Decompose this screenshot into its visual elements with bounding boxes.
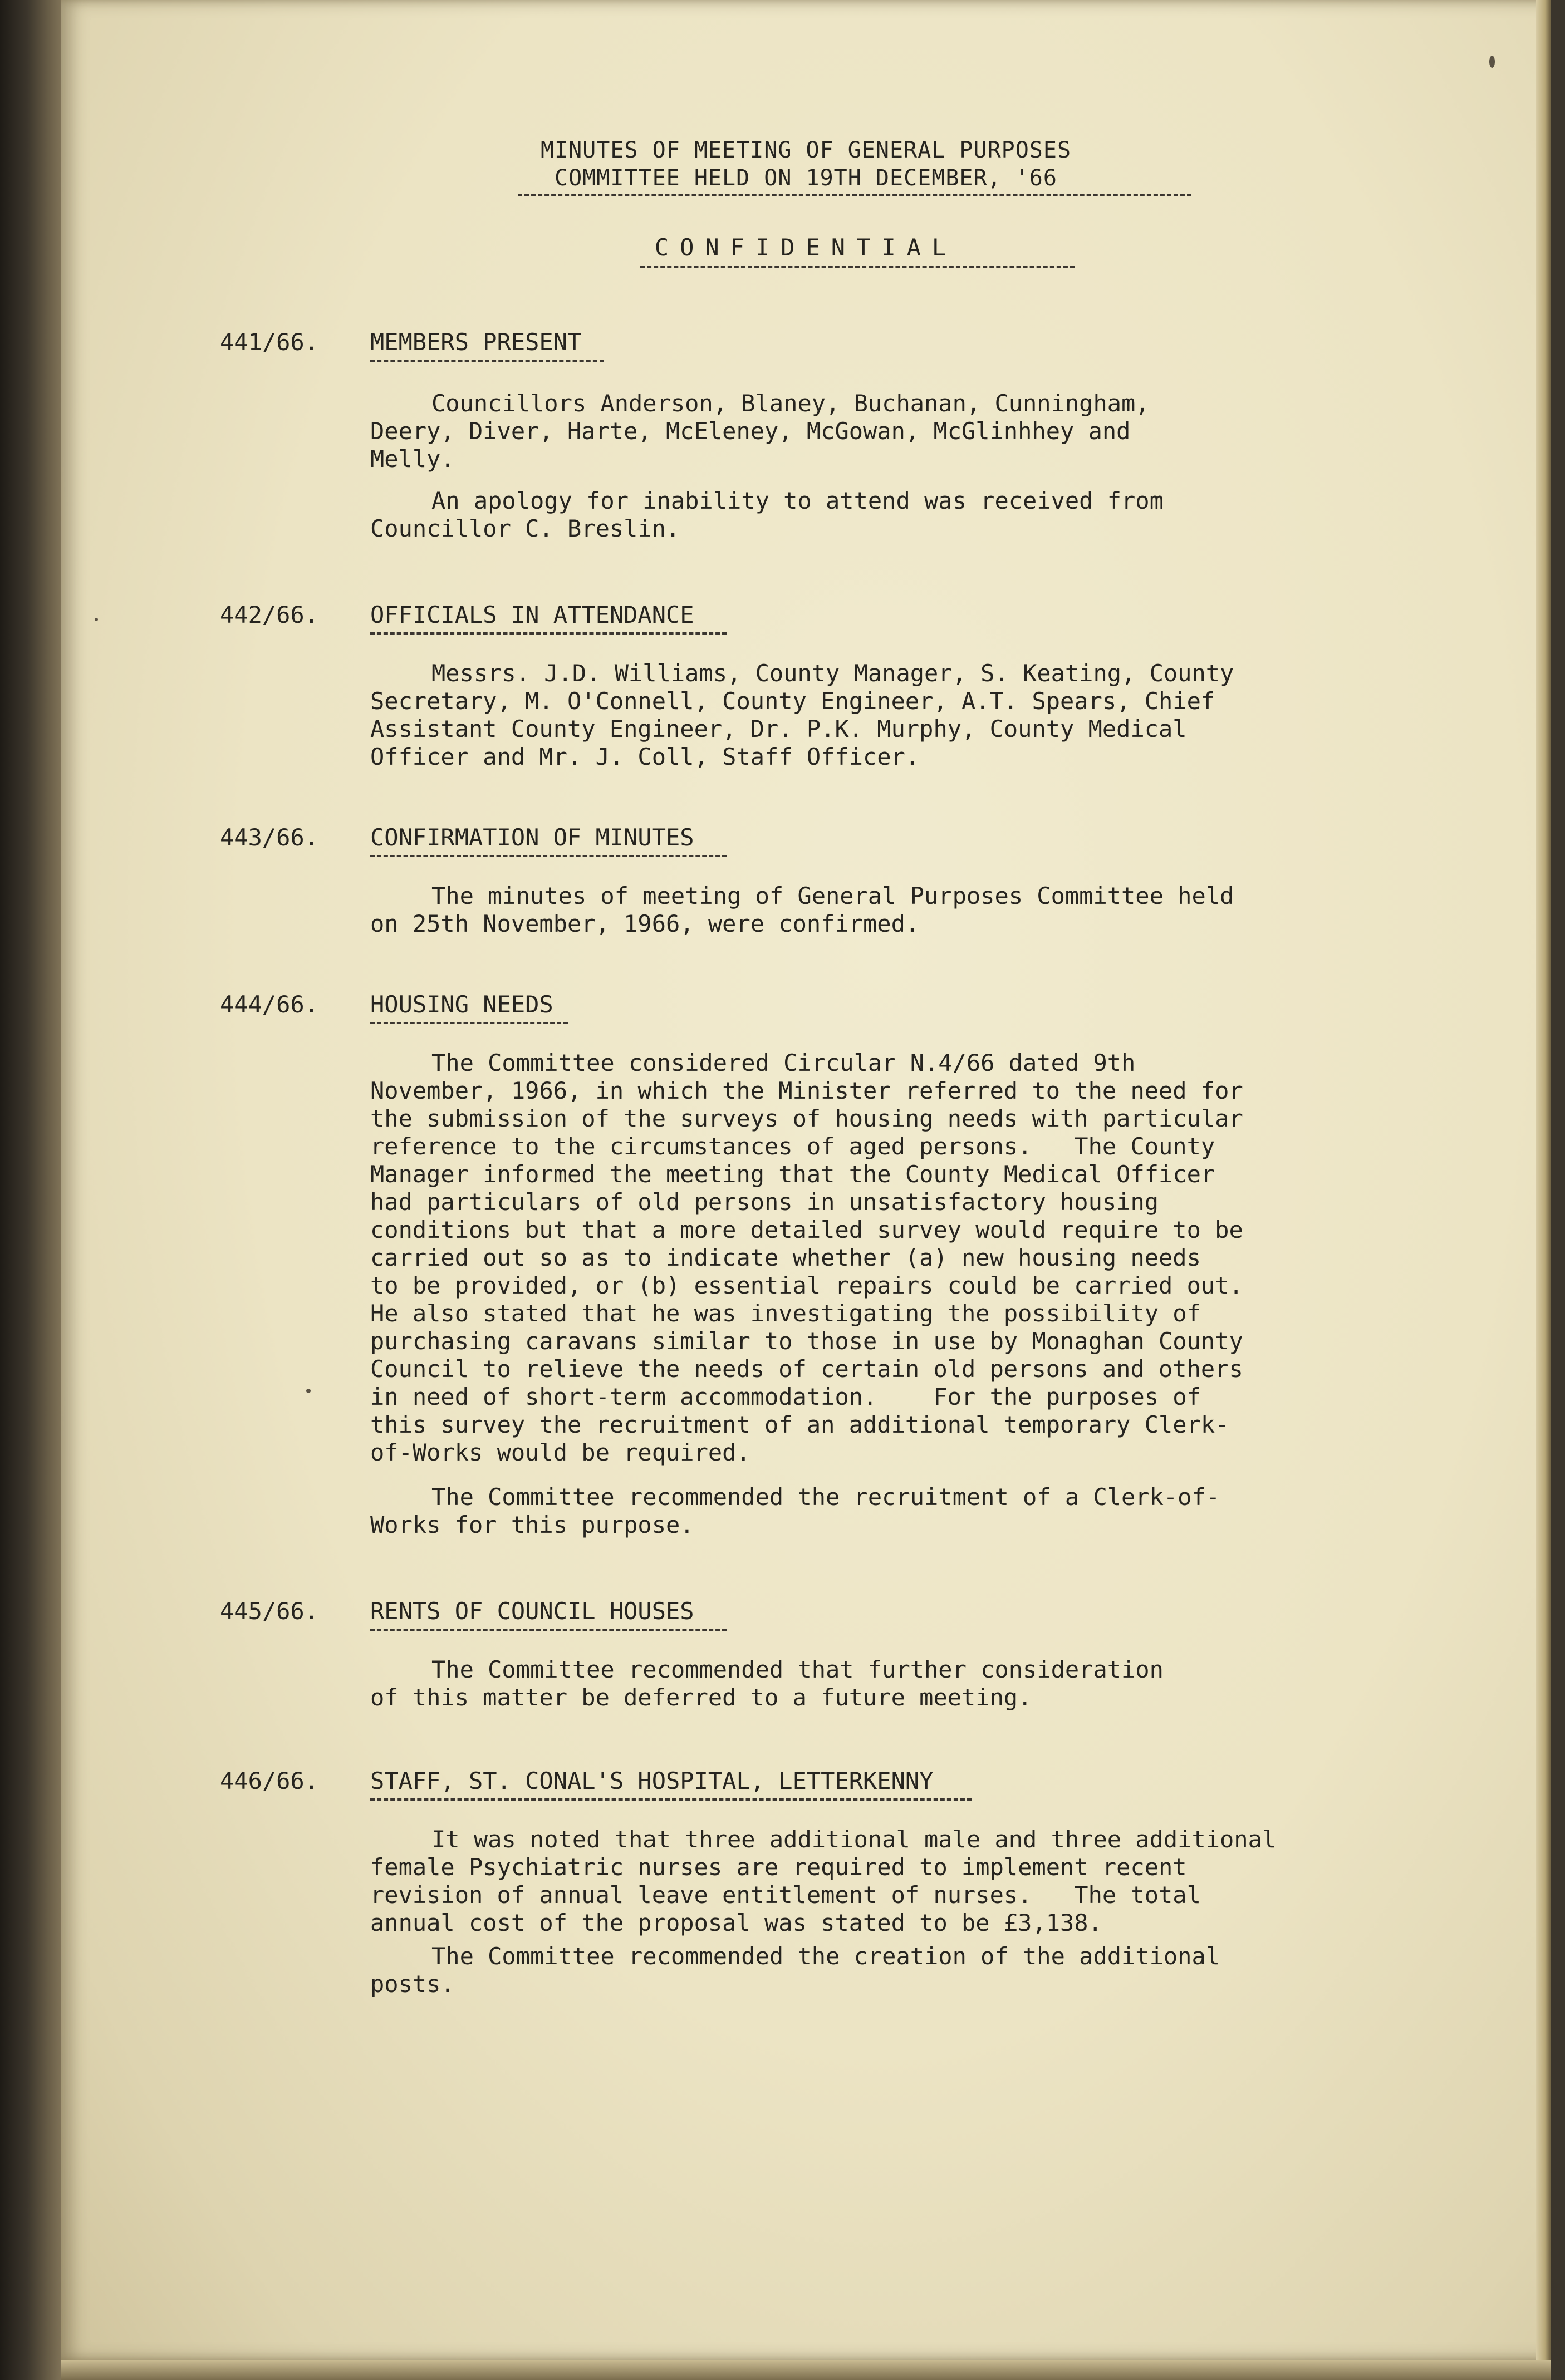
scan-speck [95,618,98,621]
page-edge [1536,0,1551,2360]
title-line-1: MINUTES OF MEETING OF GENERAL PURPOSES [540,137,1072,163]
item-paragraph: It was noted that three additional male and three additional female Psychiatric nurses are required to implement recent revision of annual leave entitlement of nurses. The total annual cost of the proposal was stated to be £3,138. [370,1826,1277,1936]
heading-underline [370,360,604,362]
item-heading: STAFF, ST. CONAL'S HOSPITAL, LETTERKENNY [370,1767,934,1794]
item-paragraph: The Committee considered Circular N.4/66 dated 9th November, 1966, in which the Minister referred to the need for the submission of the surveys of housing needs with particular reference to the circumstances of aged persons. The County Manager informed the meeting that the County Medical Officer had particulars of old persons in unsatisfactory housing conditions but that a more detailed survey would require to be carried out so as to indicate whether (a) new housing needs to be provided, or (b) essential repairs could be carried out. He also stated that he was investigating the possibility of purchasing caravans similar to those in use by Monaghan County Council to relieve the needs of certain old persons and others in need of short-term accommodation. For the purposes of this survey the recruitment of an additional temporary Clerk- of-Works would be required. [370,1049,1243,1466]
item-paragraph: Messrs. J.D. Williams, County Manager, S. Keating, County Secretary, M. O'Connell, County Engineer, A.T. Spears, Chief Assistant County Engineer, Dr. P.K. Murphy, County Medical Officer and Mr. J. Coll, Staff Officer. [370,660,1234,770]
title-line-2: COMMITTEE HELD ON 19TH DECEMBER, '66 [555,165,1057,191]
item-paragraph: The Committee recommended the creation of the additional posts. [370,1943,1220,1998]
item-number: 444/66. [220,991,319,1018]
scan-speck [1489,56,1495,68]
item-heading: HOUSING NEEDS [370,991,553,1018]
scan-speck [306,1389,311,1393]
item-heading: MEMBERS PRESENT [370,328,582,356]
heading-underline [370,855,727,857]
heading-underline [370,1798,972,1801]
item-number: 446/66. [220,1767,319,1794]
item-paragraph: An apology for inability to attend was received from Councillor C. Breslin. [370,487,1164,542]
document-title [61,136,1551,192]
item-number: 442/66. [220,601,319,628]
document-page [61,0,1551,2360]
item-number: 441/66. [220,328,319,356]
item-heading: RENTS OF COUNCIL HOUSES [370,1597,694,1625]
item-paragraph: The Committee recommended that further consideration of this matter be deferred to a future meeting. [370,1656,1164,1711]
heading-underline [370,632,727,635]
confidential-underline [640,266,1075,268]
book-binding [0,0,67,2380]
page-bottom-edge [61,2360,1551,2380]
confidential-marking: CONFIDENTIAL [654,234,958,261]
item-heading: OFFICIALS IN ATTENDANCE [370,601,694,628]
item-number: 443/66. [220,824,319,851]
heading-underline [370,1022,568,1024]
item-number: 445/66. [220,1597,319,1625]
item-paragraph: The Committee recommended the recruitment of a Clerk-of- Works for this purpose. [370,1483,1220,1538]
heading-underline [370,1629,727,1631]
item-paragraph: Councillors Anderson, Blaney, Buchanan, Cunningham, Deery, Diver, Harte, McEleney, McGowan, McGlinhhey and Melly. [370,390,1150,473]
item-heading: CONFIRMATION OF MINUTES [370,824,694,851]
title-underline [518,194,1191,196]
item-paragraph: The minutes of meeting of General Purposes Committee held on 25th November, 1966, were confirmed. [370,882,1234,937]
